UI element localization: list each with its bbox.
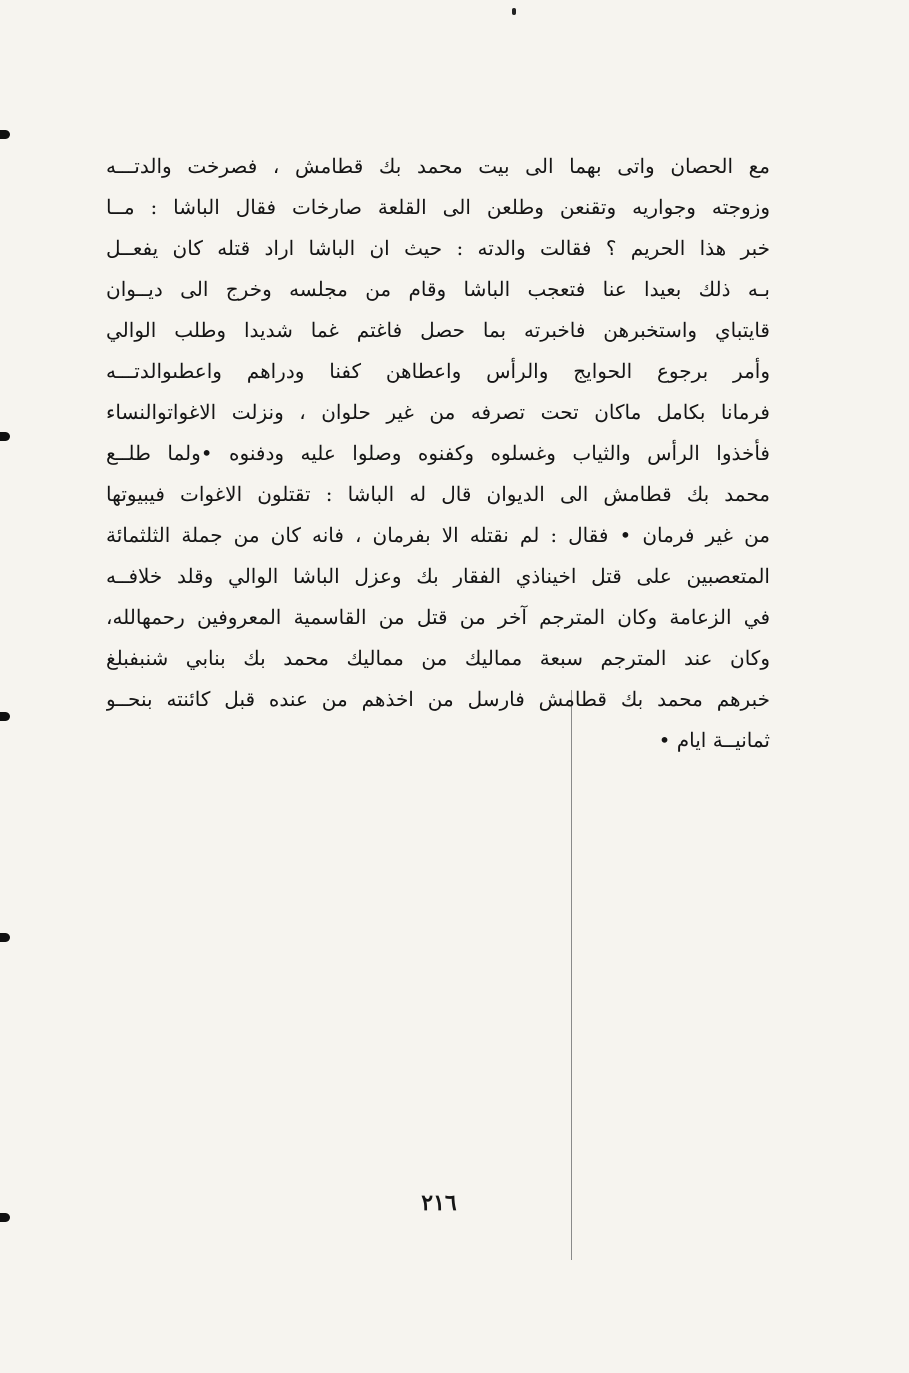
text-line: خبر هذا الحريم ؟ فقالت والدته : حيث ان الباشا اراد قتله كان يفعــل bbox=[106, 236, 770, 260]
text-line: وأمر برجوع الحوايج والرأس واعطاهن كفنا ودراهم واعطىوالدتـــه bbox=[106, 359, 770, 383]
binding-mark bbox=[0, 432, 10, 441]
text-line: مع الحصان واتى بهما الى بيت محمد بك قطامش ، فصرخت والدتـــه bbox=[106, 154, 770, 178]
text-line: وكان عند المترجم سبعة مماليك من مماليك محمد بك بنابي شنبفبلغ bbox=[106, 646, 770, 670]
text-line: فرمانا بكامل ماكان تحت تصرفه من غير حلوان ، ونزلت الاغواتوالنساء bbox=[106, 400, 770, 424]
page-number: ٢١٦ bbox=[421, 1190, 457, 1216]
text-line: فأخذوا الرأس والثياب وغسلوه وكفنوه وصلوا عليه ودفنوه •ولما طلــع bbox=[106, 441, 770, 465]
text-line: ثمانيــة ايام • bbox=[658, 728, 770, 752]
text-line: بـه ذلك بعيدا عنا فتعجب الباشا وقام من مجلسه وخرج الى ديــوان bbox=[106, 277, 770, 301]
text-line: وزوجته وجواريه وتقنعن وطلعن الى القلعة صارخات فقال الباشا : مــا bbox=[106, 195, 770, 219]
fold-line bbox=[571, 690, 572, 1260]
binding-mark bbox=[0, 130, 10, 139]
binding-mark bbox=[0, 933, 10, 942]
binding-mark bbox=[0, 1213, 10, 1222]
text-line: خبرهم محمد بك قطامش فارسل من اخذهم من عنده قبل كائنته بنحــو bbox=[106, 687, 770, 711]
text-line: في الزعامة وكان المترجم آخر من قتل من القاسمية المعروفين رحمهالله، bbox=[106, 605, 770, 629]
ink-dot bbox=[512, 8, 516, 15]
text-line: محمد بك قطامش الى الديوان قال له الباشا : تقتلون الاغوات فيبيوتها bbox=[106, 482, 770, 506]
text-line: من غير فرمان • فقال : لم نقتله الا بفرمان ، فانه كان من جملة الثلثمائة bbox=[106, 523, 770, 547]
binding-mark bbox=[0, 712, 10, 721]
text-line: قايتباي واستخبرهن فاخبرته بما حصل فاغتم غما شديدا وطلب الوالي bbox=[106, 318, 770, 342]
body-text bbox=[106, 146, 770, 761]
text-line: المتعصبين على قتل اخيناذي الفقار بك وعزل الباشا الوالي وقلد خلافــه bbox=[106, 564, 770, 588]
